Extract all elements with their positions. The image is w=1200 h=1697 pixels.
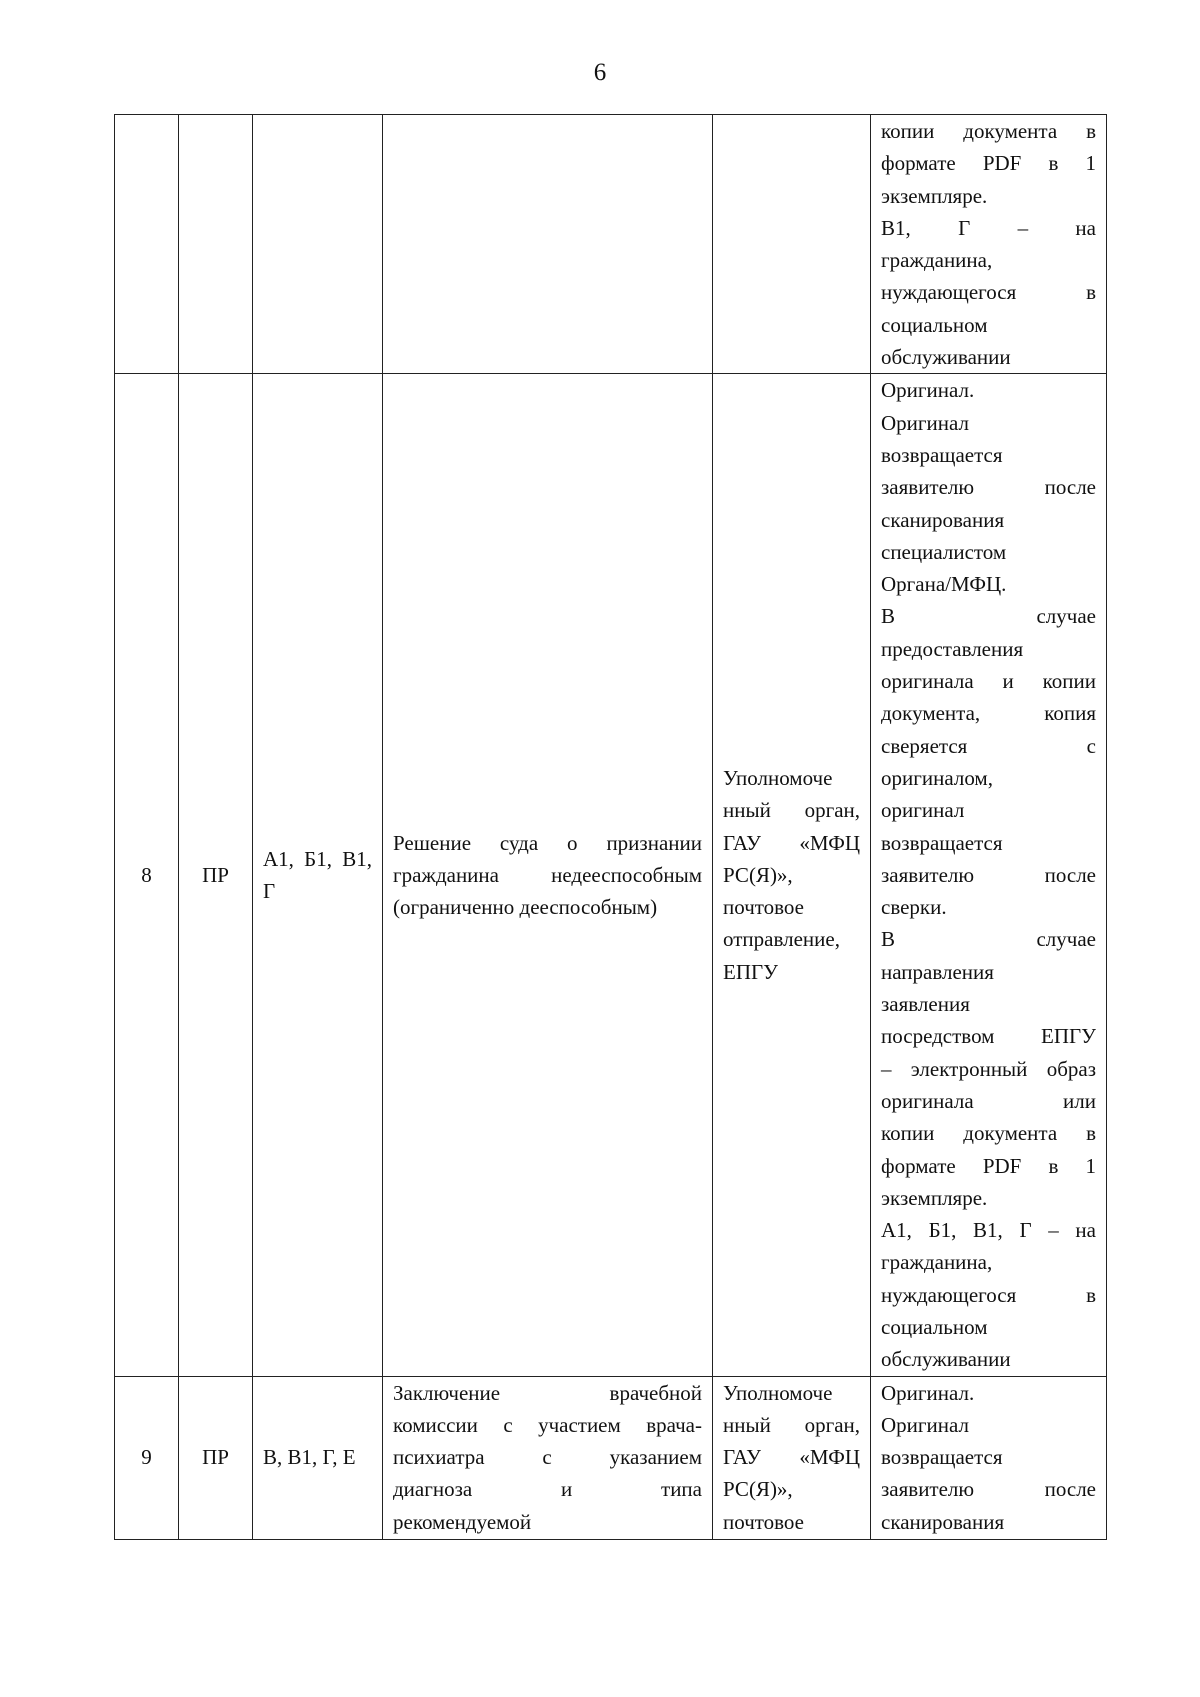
- note-line: обслуживании: [881, 1347, 1011, 1372]
- note-line: социальном: [881, 1314, 988, 1339]
- note-line: сканирования: [881, 1509, 1005, 1534]
- cell-type: [179, 115, 253, 374]
- note-line: посредством ЕПГУ: [881, 1024, 1096, 1049]
- note-line: формате PDF в 1: [881, 151, 1096, 176]
- note-line: экземпляре.: [881, 183, 988, 208]
- cell-number: 8: [115, 374, 179, 1376]
- cell-categories: В, В1, Г, Е: [253, 1376, 383, 1539]
- cell-note: [871, 1376, 1107, 1539]
- note-line: формате PDF в 1: [881, 1153, 1096, 1178]
- note-line: предоставления: [881, 636, 1024, 661]
- submission-line: ГАУ «МФЦ: [723, 1445, 860, 1470]
- note-line: возвращается: [881, 830, 1003, 855]
- note-line: Оригинал: [881, 410, 969, 435]
- submission-line: нный орган,: [723, 1412, 860, 1437]
- note-line: копии документа в: [881, 119, 1096, 143]
- note-line: Оригинал.: [881, 378, 975, 403]
- note-line: нуждающегося в: [881, 280, 1096, 305]
- note-line: гражданина,: [881, 1250, 993, 1275]
- note-line: А1, Б1, В1, Г – на: [881, 1218, 1096, 1243]
- document-line: Заключение врачебной: [393, 1380, 702, 1405]
- cell-number: [115, 115, 179, 374]
- note-line: возвращается: [881, 1445, 1003, 1470]
- note-line: В случае: [881, 927, 1096, 952]
- note-line: заявителю после: [881, 475, 1096, 500]
- page-number: 6: [593, 59, 607, 86]
- note-line: Органа/МФЦ.: [881, 572, 1007, 597]
- note-line: направления: [881, 959, 994, 984]
- document-line: психиатра с указанием: [393, 1445, 702, 1470]
- note-line: копии документа в: [881, 1121, 1096, 1146]
- cell-note: [871, 374, 1107, 1376]
- note-line: оригинала или: [881, 1088, 1096, 1113]
- cell-number: 9: [115, 1376, 179, 1539]
- note-line: сверки.: [881, 895, 947, 920]
- note-line: В1, Г – на: [881, 215, 1096, 240]
- table-row: [115, 115, 1107, 374]
- cell-submission: [713, 374, 871, 1376]
- note-line: социальном: [881, 312, 988, 337]
- note-line: нуждающегося в: [881, 1282, 1096, 1307]
- submission-text: Уполномоче нный орган, ГАУ «МФЦ РС(Я)», почтовое отправление, ЕПГУ: [723, 765, 860, 984]
- submission-line: почтовое: [723, 1509, 805, 1534]
- cell-document-name: [383, 1376, 713, 1539]
- note-line: экземпляре.: [881, 1185, 988, 1210]
- note-line: – электронный образ: [881, 1056, 1096, 1081]
- note-line: возвращается: [881, 442, 1003, 467]
- cell-type: ПР: [179, 374, 253, 1376]
- document-name-text: Решение суда о признании гражданина недееспособным (ограниченно дееспособным): [393, 830, 702, 920]
- note-line: Оригинал: [881, 1412, 969, 1437]
- cell-submission: [713, 115, 871, 374]
- note-line: заявления: [881, 992, 970, 1017]
- document-line: комиссии с участием врача-: [393, 1412, 702, 1437]
- cell-type: ПР: [179, 1376, 253, 1539]
- submission-line: РС(Я)»,: [723, 1477, 793, 1502]
- cell-document-name: [383, 374, 713, 1376]
- document-line: рекомендуемой: [393, 1509, 532, 1534]
- note-line: оригиналом,: [881, 765, 993, 790]
- cell-submission: [713, 1376, 871, 1539]
- note-line: сверяется с: [881, 733, 1096, 758]
- table-row: [115, 1376, 1107, 1539]
- cell-categories: [253, 115, 383, 374]
- cell-document-name: [383, 115, 713, 374]
- note-line: специалистом: [881, 539, 1007, 564]
- note-line: В случае: [881, 604, 1096, 629]
- note-line: оригинала и копии: [881, 669, 1096, 694]
- table-row: [115, 374, 1107, 1376]
- note-line: гражданина,: [881, 248, 993, 273]
- note-line: Оригинал.: [881, 1380, 975, 1405]
- note-line: документа, копия: [881, 701, 1096, 726]
- cell-categories: А1, Б1, В1, Г: [253, 374, 383, 1376]
- note-line: заявителю после: [881, 862, 1096, 887]
- note-line: заявителю после: [881, 1477, 1096, 1502]
- document-line: диагноза и типа: [393, 1477, 702, 1502]
- note-line: оригинал: [881, 798, 965, 823]
- note-line: обслуживании: [881, 345, 1011, 370]
- documents-table: [114, 114, 1107, 1540]
- submission-line: Уполномоче: [723, 1380, 833, 1405]
- note-line: сканирования: [881, 507, 1005, 532]
- cell-note: [871, 115, 1107, 374]
